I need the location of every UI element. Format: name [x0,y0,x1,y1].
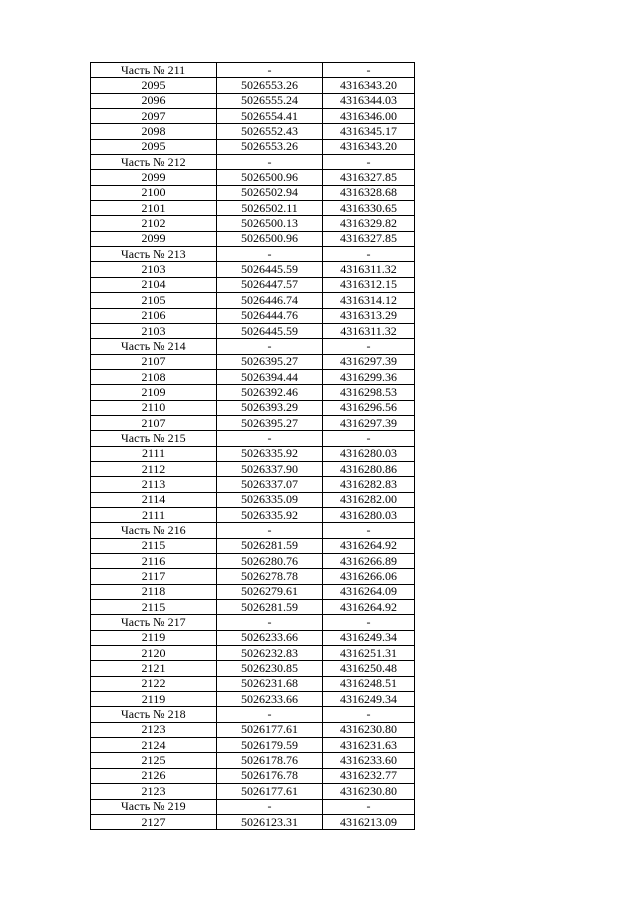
x-coordinate: 5026178.76 [217,753,323,768]
y-coordinate: 4316264.92 [323,538,415,553]
coordinate-row [91,569,415,584]
point-number: 2115 [91,538,217,553]
point-number: 2107 [91,415,217,430]
coordinate-row [91,584,415,599]
point-number: 2103 [91,323,217,338]
y-coordinate: 4316266.89 [323,554,415,569]
coordinate-row [91,814,415,829]
part-header-row [91,431,415,446]
part-label: Часть № 211 [91,63,217,78]
part-x-placeholder: - [217,615,323,630]
y-coordinate: 4316329.82 [323,216,415,231]
coordinate-row [91,415,415,430]
point-number: 2095 [91,139,217,154]
point-number: 2116 [91,554,217,569]
point-number: 2109 [91,385,217,400]
part-x-placeholder: - [217,247,323,262]
coordinate-row [91,400,415,415]
coordinate-row [91,554,415,569]
part-label: Часть № 213 [91,247,217,262]
coordinate-row [91,139,415,154]
coordinate-row [91,538,415,553]
part-x-placeholder: - [217,523,323,538]
part-header-row [91,707,415,722]
coordinate-row [91,768,415,783]
point-number: 2106 [91,308,217,323]
point-number: 2103 [91,262,217,277]
coordinate-row [91,784,415,799]
part-label: Часть № 219 [91,799,217,814]
point-number: 2101 [91,201,217,216]
y-coordinate: 4316314.12 [323,293,415,308]
x-coordinate: 5026502.11 [217,201,323,216]
x-coordinate: 5026553.26 [217,78,323,93]
y-coordinate: 4316230.80 [323,722,415,737]
part-label: Часть № 217 [91,615,217,630]
coordinate-row [91,600,415,615]
x-coordinate: 5026554.41 [217,109,323,124]
y-coordinate: 4316344.03 [323,93,415,108]
coordinate-row [91,354,415,369]
point-number: 2123 [91,784,217,799]
x-coordinate: 5026179.59 [217,738,323,753]
x-coordinate: 5026392.46 [217,385,323,400]
part-header-row [91,615,415,630]
x-coordinate: 5026555.24 [217,93,323,108]
part-x-placeholder: - [217,155,323,170]
coordinate-row [91,93,415,108]
part-header-row [91,523,415,538]
x-coordinate: 5026394.44 [217,369,323,384]
point-number: 2115 [91,600,217,615]
point-number: 2097 [91,109,217,124]
point-number: 2111 [91,507,217,522]
y-coordinate: 4316280.03 [323,507,415,522]
x-coordinate: 5026500.96 [217,231,323,246]
x-coordinate: 5026280.76 [217,554,323,569]
x-coordinate: 5026500.13 [217,216,323,231]
y-coordinate: 4316296.56 [323,400,415,415]
y-coordinate: 4316313.29 [323,308,415,323]
point-number: 2105 [91,293,217,308]
part-y-placeholder: - [323,63,415,78]
part-x-placeholder: - [217,339,323,354]
x-coordinate: 5026230.85 [217,661,323,676]
y-coordinate: 4316233.60 [323,753,415,768]
part-y-placeholder: - [323,431,415,446]
part-label: Часть № 212 [91,155,217,170]
x-coordinate: 5026553.26 [217,139,323,154]
coordinate-row [91,170,415,185]
coordinate-row [91,661,415,676]
point-number: 2120 [91,646,217,661]
coordinate-row [91,692,415,707]
point-number: 2125 [91,753,217,768]
x-coordinate: 5026279.61 [217,584,323,599]
part-header-row [91,63,415,78]
y-coordinate: 4316345.17 [323,124,415,139]
coordinate-row [91,722,415,737]
y-coordinate: 4316230.80 [323,784,415,799]
y-coordinate: 4316299.36 [323,369,415,384]
x-coordinate: 5026123.31 [217,814,323,829]
y-coordinate: 4316330.65 [323,201,415,216]
x-coordinate: 5026445.59 [217,323,323,338]
coordinate-row [91,201,415,216]
coordinate-row [91,477,415,492]
y-coordinate: 4316282.83 [323,477,415,492]
y-coordinate: 4316249.34 [323,630,415,645]
y-coordinate: 4316297.39 [323,354,415,369]
coordinate-row [91,385,415,400]
coordinate-row [91,738,415,753]
point-number: 2102 [91,216,217,231]
point-number: 2114 [91,492,217,507]
point-number: 2100 [91,185,217,200]
coordinate-row [91,293,415,308]
coordinate-row [91,646,415,661]
part-y-placeholder: - [323,523,415,538]
part-header-row [91,339,415,354]
x-coordinate: 5026447.57 [217,277,323,292]
point-number: 2127 [91,814,217,829]
x-coordinate: 5026281.59 [217,538,323,553]
coordinate-row [91,507,415,522]
part-x-placeholder: - [217,799,323,814]
coordinates-table-body [91,63,415,830]
x-coordinate: 5026552.43 [217,124,323,139]
x-coordinate: 5026281.59 [217,600,323,615]
point-number: 2095 [91,78,217,93]
y-coordinate: 4316312.15 [323,277,415,292]
point-number: 2107 [91,354,217,369]
coordinate-row [91,262,415,277]
x-coordinate: 5026444.76 [217,308,323,323]
x-coordinate: 5026233.66 [217,692,323,707]
x-coordinate: 5026337.07 [217,477,323,492]
x-coordinate: 5026278.78 [217,569,323,584]
part-label: Часть № 216 [91,523,217,538]
y-coordinate: 4316264.09 [323,584,415,599]
part-y-placeholder: - [323,155,415,170]
coordinate-row [91,630,415,645]
part-header-row [91,799,415,814]
part-x-placeholder: - [217,431,323,446]
point-number: 2096 [91,93,217,108]
y-coordinate: 4316343.20 [323,78,415,93]
y-coordinate: 4316297.39 [323,415,415,430]
part-header-row [91,247,415,262]
y-coordinate: 4316264.92 [323,600,415,615]
point-number: 2117 [91,569,217,584]
y-coordinate: 4316311.32 [323,262,415,277]
part-x-placeholder: - [217,707,323,722]
x-coordinate: 5026335.92 [217,446,323,461]
x-coordinate: 5026395.27 [217,354,323,369]
x-coordinate: 5026177.61 [217,784,323,799]
y-coordinate: 4316328.68 [323,185,415,200]
coordinate-row [91,369,415,384]
coordinate-row [91,109,415,124]
coordinate-row [91,676,415,691]
part-y-placeholder: - [323,799,415,814]
y-coordinate: 4316327.85 [323,231,415,246]
y-coordinate: 4316298.53 [323,385,415,400]
y-coordinate: 4316248.51 [323,676,415,691]
point-number: 2112 [91,461,217,476]
x-coordinate: 5026500.96 [217,170,323,185]
y-coordinate: 4316232.77 [323,768,415,783]
x-coordinate: 5026335.92 [217,507,323,522]
part-y-placeholder: - [323,247,415,262]
part-label: Часть № 218 [91,707,217,722]
x-coordinate: 5026337.90 [217,461,323,476]
coordinate-row [91,185,415,200]
x-coordinate: 5026393.29 [217,400,323,415]
point-number: 2123 [91,722,217,737]
part-y-placeholder: - [323,707,415,722]
point-number: 2099 [91,170,217,185]
coordinates-table [90,62,415,830]
y-coordinate: 4316250.48 [323,661,415,676]
x-coordinate: 5026335.09 [217,492,323,507]
x-coordinate: 5026395.27 [217,415,323,430]
point-number: 2099 [91,231,217,246]
x-coordinate: 5026177.61 [217,722,323,737]
coordinate-row [91,231,415,246]
point-number: 2113 [91,477,217,492]
part-x-placeholder: - [217,63,323,78]
y-coordinate: 4316249.34 [323,692,415,707]
part-y-placeholder: - [323,339,415,354]
coordinate-row [91,461,415,476]
point-number: 2119 [91,630,217,645]
y-coordinate: 4316311.32 [323,323,415,338]
x-coordinate: 5026446.74 [217,293,323,308]
point-number: 2108 [91,369,217,384]
y-coordinate: 4316327.85 [323,170,415,185]
y-coordinate: 4316251.31 [323,646,415,661]
coordinate-row [91,753,415,768]
y-coordinate: 4316280.86 [323,461,415,476]
part-label: Часть № 215 [91,431,217,446]
coordinate-row [91,78,415,93]
point-number: 2126 [91,768,217,783]
coordinate-row [91,124,415,139]
point-number: 2124 [91,738,217,753]
point-number: 2119 [91,692,217,707]
part-header-row [91,155,415,170]
x-coordinate: 5026176.78 [217,768,323,783]
part-y-placeholder: - [323,615,415,630]
coordinate-row [91,277,415,292]
point-number: 2104 [91,277,217,292]
coordinate-row [91,323,415,338]
x-coordinate: 5026231.68 [217,676,323,691]
point-number: 2122 [91,676,217,691]
coordinate-row [91,492,415,507]
point-number: 2121 [91,661,217,676]
coordinate-row [91,446,415,461]
y-coordinate: 4316343.20 [323,139,415,154]
y-coordinate: 4316346.00 [323,109,415,124]
x-coordinate: 5026233.66 [217,630,323,645]
point-number: 2110 [91,400,217,415]
part-label: Часть № 214 [91,339,217,354]
coordinate-row [91,308,415,323]
y-coordinate: 4316231.63 [323,738,415,753]
point-number: 2118 [91,584,217,599]
y-coordinate: 4316280.03 [323,446,415,461]
y-coordinate: 4316282.00 [323,492,415,507]
point-number: 2098 [91,124,217,139]
y-coordinate: 4316266.06 [323,569,415,584]
coordinate-row [91,216,415,231]
y-coordinate: 4316213.09 [323,814,415,829]
x-coordinate: 5026502.94 [217,185,323,200]
point-number: 2111 [91,446,217,461]
x-coordinate: 5026232.83 [217,646,323,661]
x-coordinate: 5026445.59 [217,262,323,277]
